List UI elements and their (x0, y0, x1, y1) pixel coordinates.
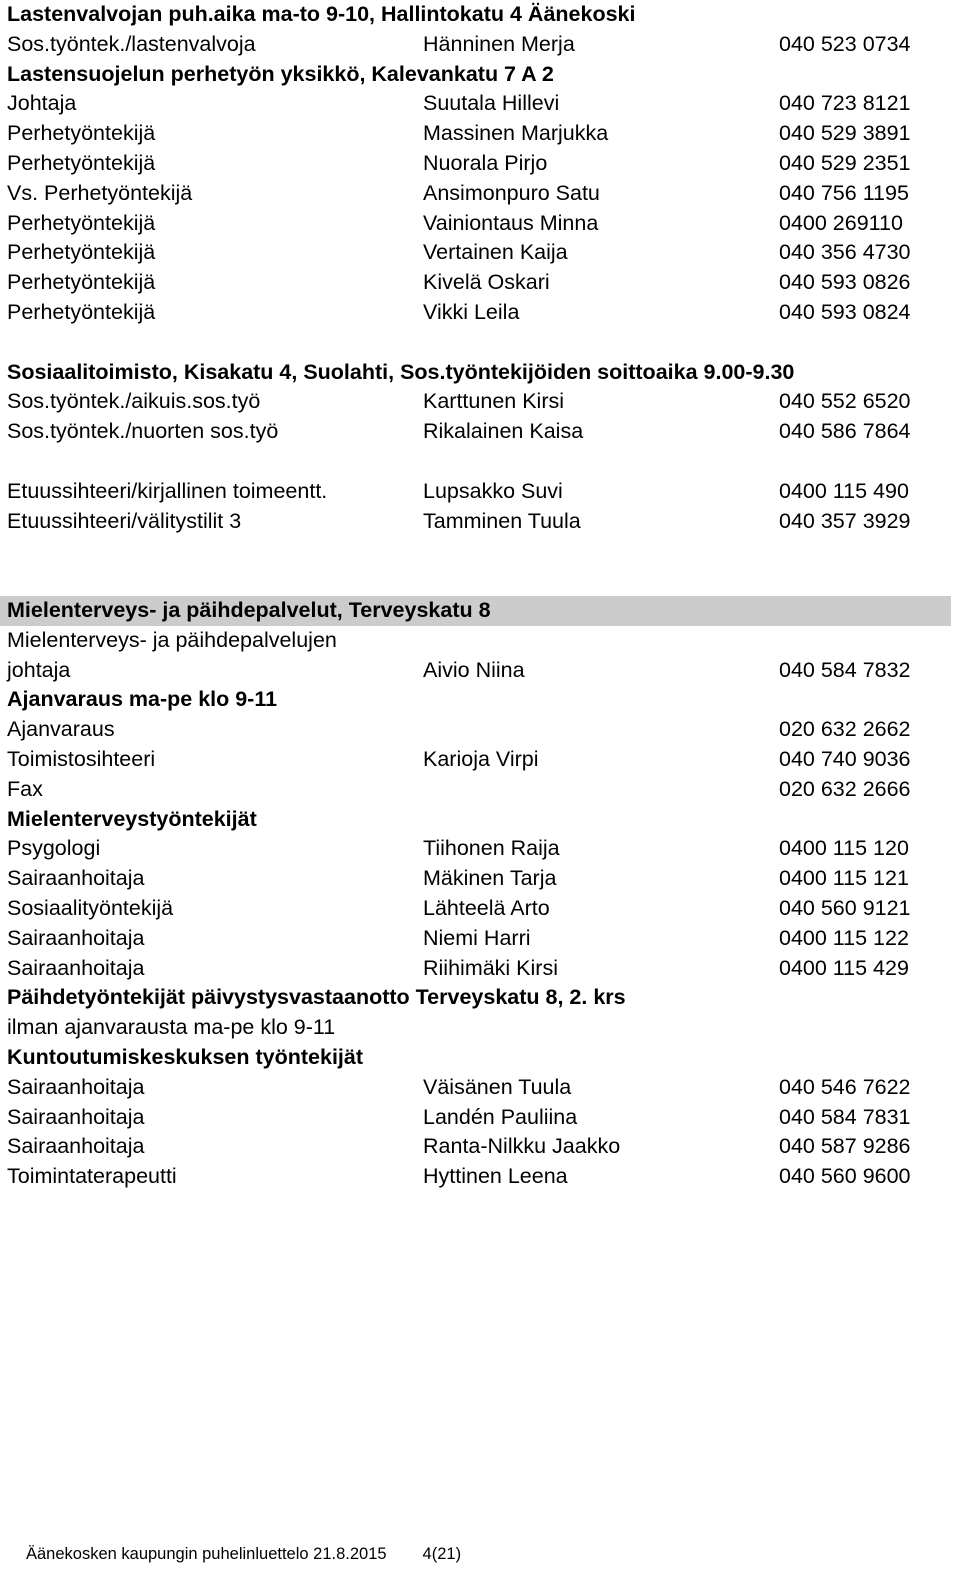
entry-role: Johtaja (7, 91, 77, 116)
group-heading (7, 0, 960, 30)
entry-phone: 040 523 0734 (779, 31, 911, 56)
entry-phone: 0400 115 122 (779, 925, 909, 950)
entry-role: Perhetyöntekijä (7, 300, 156, 324)
directory-entry (7, 834, 960, 864)
directory-entry (7, 775, 960, 805)
heading-text: Mielenterveystyöntekijät (7, 806, 257, 831)
entry-name: Landén Pauliina (423, 1104, 578, 1129)
entry-role: Perhetyöntekijä (7, 121, 156, 146)
directory-entry (7, 30, 960, 60)
entry-role: Sos.työntek./lastenvalvoja (7, 31, 256, 56)
entry-role: Etuussihteeri/kirjallinen toimeentt. (7, 478, 328, 503)
entry-role: Sairaanhoitaja (7, 1134, 145, 1159)
entry-phone: 040 552 6520 (779, 389, 911, 414)
page-number: 4(21) (422, 1545, 462, 1563)
entry-role: Sairaanhoitaja (7, 925, 145, 950)
heading-text: Ajanvaraus ma-pe klo 9-11 (7, 687, 278, 712)
entry-role: Sairaanhoitaja (7, 866, 145, 891)
directory-entry (7, 954, 960, 984)
entry-role: Vs. Perhetyöntekijä (7, 180, 193, 205)
entry-role: Etuussihteeri/välitystilit 3 (7, 508, 242, 533)
entry-name: Aivio Niina (423, 657, 525, 682)
entry-role: Toimintaterapeutti (7, 1164, 177, 1189)
group-heading (7, 805, 960, 835)
entry-name: Rikalainen Kaisa (423, 419, 584, 444)
entry-phone: 0400 115 429 (779, 955, 909, 980)
entry-name: Tamminen Tuula (423, 508, 581, 533)
entry-name: Ansimonpuro Satu (423, 180, 600, 205)
entry-role: Sos.työntek./nuorten sos.työ (7, 419, 279, 444)
directory-entry (7, 298, 960, 328)
directory-entry (7, 864, 960, 894)
entry-role: johtaja (7, 657, 71, 682)
entry-name: Vertainen Kaija (423, 240, 568, 265)
entry-name: Niemi Harri (423, 925, 531, 950)
entry-role: Psygologi (7, 836, 101, 861)
heading-text: Päihdetyöntekijät päivystysvastaanotto Terveyskatu 8, 2. krs (7, 985, 626, 1010)
entry-phone: 0400 115 120 (779, 836, 909, 861)
entry-name: Vainiontaus Minna (423, 210, 599, 235)
directory-entry (7, 1132, 960, 1162)
directory-entry (7, 238, 960, 268)
entry-name: Karttunen Kirsi (423, 389, 565, 414)
entry-name: Riihimäki Kirsi (423, 955, 558, 980)
page-footer (26, 1545, 461, 1564)
directory-entry (7, 507, 960, 537)
entry-name: Mäkinen Tarja (423, 866, 557, 891)
heading-text: Sosiaalitoimisto, Kisakatu 4, Suolahti, Sos.työntekijöiden soittoaika 9.00-9.30 (7, 359, 795, 384)
entry-role: Perhetyöntekijä (7, 240, 156, 265)
entry-role: Sairaanhoitaja (7, 955, 145, 980)
entry-name: Lähteelä Arto (423, 896, 550, 920)
directory-entry (7, 1103, 960, 1133)
heading-text: ilman ajanvarausta ma-pe klo 9-11 (7, 1015, 336, 1040)
directory-entry (7, 745, 960, 775)
group-heading (7, 1043, 960, 1073)
entry-phone: 020 632 2666 (779, 776, 911, 801)
entry-role: Fax (7, 776, 43, 801)
directory-entry (7, 179, 960, 209)
entry-phone: 040 560 9121 (779, 896, 911, 920)
entry-name: Karioja Virpi (423, 747, 539, 771)
entry-phone: 040 723 8121 (779, 91, 911, 116)
entry-role: Sosiaalityöntekijä (7, 896, 174, 920)
entry-name: Tiihonen Raija (423, 836, 560, 861)
entry-name: Ranta-Nilkku Jaakko (423, 1134, 621, 1159)
entry-phone: 040 584 7831 (779, 1104, 911, 1129)
group-heading (7, 983, 960, 1013)
entry-phone: 0400 115 121 (779, 866, 909, 891)
entry-name: Kivelä Oskari (423, 270, 550, 295)
entry-role: Sairaanhoitaja (7, 1104, 145, 1129)
entry-role: Sos.työntek./aikuis.sos.työ (7, 389, 261, 414)
directory-entry (7, 89, 960, 119)
entry-name: Väisänen Tuula (423, 1074, 572, 1099)
directory-entry (7, 268, 960, 298)
directory-entry (7, 387, 960, 417)
entry-phone: 020 632 2662 (779, 717, 911, 742)
entry-name: Nuorala Pirjo (423, 151, 548, 175)
blank-line (7, 447, 960, 477)
blank-line (7, 566, 960, 596)
directory-entry (7, 656, 960, 686)
entry-role: Perhetyöntekijä (7, 151, 156, 175)
directory-entry (7, 119, 960, 149)
entry-phone: 040 357 3929 (779, 508, 911, 533)
entry-phone: 040 546 7622 (779, 1074, 911, 1099)
directory-entry (7, 149, 960, 179)
text-line (7, 626, 960, 656)
entry-phone: 040 587 9286 (779, 1134, 911, 1159)
heading-text: Lastenvalvojan puh.aika ma-to 9-10, Hallintokatu 4 Äänekoski (7, 2, 636, 26)
entry-phone: 040 356 4730 (779, 240, 911, 265)
entry-role: Perhetyöntekijä (7, 210, 156, 235)
group-heading (7, 358, 960, 388)
entry-name: Lupsakko Suvi (423, 478, 563, 503)
directory-entry (7, 1162, 960, 1192)
entry-phone: 040 560 9600 (779, 1164, 911, 1189)
directory-entry (7, 715, 960, 745)
directory-entry (7, 1073, 960, 1103)
entry-phone: 040 593 0824 (779, 300, 911, 324)
entry-phone: 040 593 0826 (779, 270, 911, 295)
heading-text: Lastensuojelun perhetyön yksikkö, Kalevankatu 7 A 2 (7, 61, 554, 86)
footer-title: Äänekosken kaupungin puhelinluettelo 21.8.2015 (26, 1545, 387, 1563)
entry-phone: 040 529 3891 (779, 121, 911, 146)
entry-phone: 040 586 7864 (779, 419, 911, 444)
directory-entry (7, 209, 960, 239)
section-heading (0, 596, 951, 626)
blank-line (7, 536, 960, 566)
entry-name: Hyttinen Leena (423, 1164, 568, 1189)
directory-entry (7, 924, 960, 954)
blank-line (7, 328, 960, 358)
entry-phone: 040 529 2351 (779, 151, 911, 175)
group-heading (7, 685, 960, 715)
entry-phone: 040 740 9036 (779, 747, 911, 771)
entry-name: Vikki Leila (423, 300, 520, 324)
heading-text: Mielenterveys- ja päihdepalvelujen (7, 627, 337, 652)
entry-role: Ajanvaraus (7, 717, 115, 742)
entry-role: Perhetyöntekijä (7, 270, 156, 295)
entry-role: Sairaanhoitaja (7, 1074, 145, 1099)
group-heading (7, 60, 960, 90)
entry-role: Toimistosihteeri (7, 747, 156, 771)
text-line (7, 1013, 960, 1043)
heading-text: Kuntoutumiskeskuksen työntekijät (7, 1045, 364, 1069)
directory-entry (7, 477, 960, 507)
entry-phone: 0400 269110 (779, 210, 903, 235)
heading-text: Mielenterveys- ja päihdepalvelut, Terveyskatu 8 (7, 598, 491, 622)
entry-name: Hänninen Merja (423, 31, 575, 56)
entry-name: Suutala Hillevi (423, 91, 560, 116)
entry-phone: 040 756 1195 (779, 180, 909, 205)
entry-phone: 040 584 7832 (779, 657, 911, 682)
entry-phone: 0400 115 490 (779, 478, 909, 503)
directory-entry (7, 417, 960, 447)
directory-entry (7, 894, 960, 924)
entry-name: Massinen Marjukka (423, 121, 609, 146)
